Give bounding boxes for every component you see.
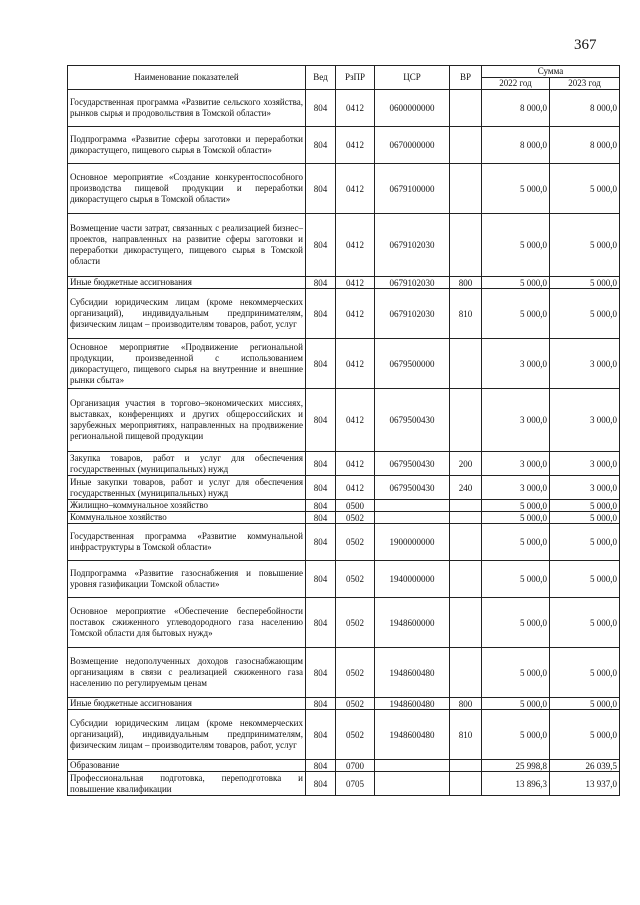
row-rzpr: 0412	[336, 277, 375, 289]
row-vr	[450, 214, 482, 277]
row-amount-2023: 3 000,0	[550, 452, 620, 476]
row-amount-2023: 5 000,0	[550, 512, 620, 524]
header-ved: Вед	[306, 66, 336, 90]
table-row	[68, 710, 620, 760]
row-csr	[375, 772, 450, 796]
row-name: Подпрограмма «Развитие сферы заготовки и переработки дикорастущего, пищевого сырья в Томской области»	[68, 127, 306, 164]
row-name: Профессиональная подготовка, переподготовка и повышение квалификации	[68, 772, 306, 796]
header-csr: ЦСР	[375, 66, 450, 90]
row-csr: 1900000000	[375, 524, 450, 561]
row-ved: 804	[306, 214, 336, 277]
row-rzpr: 0502	[336, 710, 375, 760]
row-vr	[450, 512, 482, 524]
header-year-2023: 2023 год	[550, 78, 620, 90]
row-rzpr: 0412	[336, 127, 375, 164]
row-name: Подпрограмма «Развитие газоснабжения и повышение уровня газификации Томской области»	[68, 561, 306, 598]
row-name: Закупка товаров, работ и услуг для обеспечения государственных (муниципальных) нужд	[68, 452, 306, 476]
row-csr: 0670000000	[375, 127, 450, 164]
row-name: Субсидии юридическим лицам (кроме некоммерческих организаций), индивидуальным предпринимателям, физическим лицам – производителям товаров, работ, услуг	[68, 710, 306, 760]
table-row	[68, 500, 620, 512]
row-amount-2022: 8 000,0	[482, 127, 550, 164]
row-amount-2022: 5 000,0	[482, 598, 550, 648]
header-year-2022: 2022 год	[482, 78, 550, 90]
row-vr	[450, 648, 482, 698]
row-rzpr: 0502	[336, 648, 375, 698]
row-name: Организация участия в торгово–экономических миссиях, выставках, конференциях и других общероссийских и зарубежных мероприятиях, направленных на продвижение региональной пищевой продукции	[68, 389, 306, 452]
row-name: Возмещение части затрат, связанных с реализацией бизнес–проектов, направленных на развитие сферы заготовки и переработки дикорастущего, пищевого сырья в Томской области	[68, 214, 306, 277]
row-amount-2022: 5 000,0	[482, 524, 550, 561]
row-csr: 1948600000	[375, 598, 450, 648]
row-csr: 0679500430	[375, 389, 450, 452]
row-amount-2022: 5 000,0	[482, 648, 550, 698]
row-amount-2022: 3 000,0	[482, 339, 550, 389]
row-amount-2023: 5 000,0	[550, 500, 620, 512]
table-row	[68, 772, 620, 796]
row-amount-2023: 5 000,0	[550, 648, 620, 698]
row-amount-2023: 3 000,0	[550, 476, 620, 500]
row-vr	[450, 127, 482, 164]
table-row	[68, 127, 620, 164]
row-name: Иные бюджетные ассигнования	[68, 698, 306, 710]
row-name: Субсидии юридическим лицам (кроме некоммерческих организаций), индивидуальным предпринимателям, физическим лицам – производителям товаров, работ, услуг	[68, 289, 306, 339]
row-amount-2022: 5 000,0	[482, 512, 550, 524]
row-amount-2023: 3 000,0	[550, 339, 620, 389]
header-rzpr: РзПР	[336, 66, 375, 90]
row-amount-2022: 3 000,0	[482, 452, 550, 476]
header-name: Наименование показателей	[68, 66, 306, 90]
row-vr	[450, 772, 482, 796]
row-amount-2022: 8 000,0	[482, 90, 550, 127]
row-csr: 1948600480	[375, 710, 450, 760]
row-vr: 800	[450, 277, 482, 289]
row-rzpr: 0502	[336, 698, 375, 710]
row-csr: 0679102030	[375, 277, 450, 289]
row-amount-2022: 3 000,0	[482, 476, 550, 500]
row-ved: 804	[306, 500, 336, 512]
row-name: Иные бюджетные ассигнования	[68, 277, 306, 289]
row-csr: 1948600480	[375, 698, 450, 710]
row-vr: 800	[450, 698, 482, 710]
row-amount-2023: 5 000,0	[550, 561, 620, 598]
row-rzpr: 0502	[336, 512, 375, 524]
row-rzpr: 0412	[336, 339, 375, 389]
table-row	[68, 289, 620, 339]
row-vr: 810	[450, 710, 482, 760]
row-amount-2022: 3 000,0	[482, 389, 550, 452]
row-csr	[375, 760, 450, 772]
row-amount-2023: 3 000,0	[550, 389, 620, 452]
row-name: Основное мероприятие «Продвижение региональной продукции, произведенной с использованием дикорастущего, пищевого сырья на внутренние и внешние рынки сбыта»	[68, 339, 306, 389]
row-vr: 240	[450, 476, 482, 500]
row-ved: 804	[306, 476, 336, 500]
row-csr	[375, 512, 450, 524]
row-csr	[375, 500, 450, 512]
row-ved: 804	[306, 648, 336, 698]
row-ved: 804	[306, 598, 336, 648]
row-amount-2023: 5 000,0	[550, 164, 620, 214]
table-row	[68, 476, 620, 500]
row-vr	[450, 339, 482, 389]
row-ved: 804	[306, 698, 336, 710]
row-name: Жилищно–коммунальное хозяйство	[68, 500, 306, 512]
table-row	[68, 452, 620, 476]
row-rzpr: 0412	[336, 476, 375, 500]
row-name: Иные закупки товаров, работ и услуг для обеспечения государственных (муниципальных) нужд	[68, 476, 306, 500]
row-ved: 804	[306, 524, 336, 561]
row-amount-2022: 5 000,0	[482, 561, 550, 598]
row-csr: 0600000000	[375, 90, 450, 127]
row-name: Государственная программа «Развитие коммунальной инфраструктуры в Томской области»	[68, 524, 306, 561]
table-row	[68, 512, 620, 524]
row-amount-2022: 5 000,0	[482, 289, 550, 339]
row-csr: 0679102030	[375, 289, 450, 339]
budget-table	[67, 65, 620, 796]
row-vr	[450, 760, 482, 772]
row-name: Основное мероприятие «Создание конкурентоспособного производства пищевой продукции и переработки дикорастущего сырья в Томской области»	[68, 164, 306, 214]
row-amount-2023: 26 039,5	[550, 760, 620, 772]
row-vr	[450, 598, 482, 648]
row-csr: 1940000000	[375, 561, 450, 598]
row-amount-2023: 5 000,0	[550, 698, 620, 710]
row-csr: 0679500000	[375, 339, 450, 389]
row-ved: 804	[306, 277, 336, 289]
row-amount-2022: 5 000,0	[482, 710, 550, 760]
row-rzpr: 0502	[336, 524, 375, 561]
table-row	[68, 90, 620, 127]
table-row	[68, 698, 620, 710]
row-ved: 804	[306, 389, 336, 452]
row-vr: 810	[450, 289, 482, 339]
row-rzpr: 0412	[336, 214, 375, 277]
row-ved: 804	[306, 289, 336, 339]
row-vr	[450, 389, 482, 452]
row-amount-2022: 13 896,3	[482, 772, 550, 796]
row-vr	[450, 561, 482, 598]
row-name: Возмещение недополученных доходов газоснабжающим организациям в связи с реализацией сжиженного газа населению по регулируемым ценам	[68, 648, 306, 698]
row-csr: 1948600480	[375, 648, 450, 698]
row-csr: 0679100000	[375, 164, 450, 214]
row-amount-2023: 5 000,0	[550, 289, 620, 339]
row-rzpr: 0412	[336, 389, 375, 452]
row-rzpr: 0412	[336, 452, 375, 476]
row-vr	[450, 524, 482, 561]
row-rzpr: 0502	[336, 598, 375, 648]
row-amount-2023: 8 000,0	[550, 127, 620, 164]
row-rzpr: 0412	[336, 90, 375, 127]
table-row	[68, 760, 620, 772]
row-amount-2022: 5 000,0	[482, 698, 550, 710]
row-vr	[450, 90, 482, 127]
row-amount-2023: 5 000,0	[550, 710, 620, 760]
table-row	[68, 524, 620, 561]
table-row	[68, 561, 620, 598]
row-ved: 804	[306, 512, 336, 524]
header-sum: Сумма	[482, 66, 620, 78]
page-number: 367	[574, 37, 597, 53]
row-name: Коммунальное хозяйство	[68, 512, 306, 524]
row-ved: 804	[306, 90, 336, 127]
row-vr: 200	[450, 452, 482, 476]
table-row	[68, 277, 620, 289]
row-rzpr: 0412	[336, 289, 375, 339]
row-amount-2023: 5 000,0	[550, 598, 620, 648]
table-row	[68, 214, 620, 277]
row-amount-2023: 5 000,0	[550, 277, 620, 289]
row-ved: 804	[306, 164, 336, 214]
row-amount-2022: 5 000,0	[482, 214, 550, 277]
row-amount-2023: 13 937,0	[550, 772, 620, 796]
row-amount-2023: 5 000,0	[550, 214, 620, 277]
row-ved: 804	[306, 561, 336, 598]
row-ved: 804	[306, 772, 336, 796]
row-amount-2023: 8 000,0	[550, 90, 620, 127]
row-ved: 804	[306, 710, 336, 760]
row-vr	[450, 164, 482, 214]
row-csr: 0679500430	[375, 476, 450, 500]
row-amount-2022: 5 000,0	[482, 277, 550, 289]
row-amount-2022: 25 998,8	[482, 760, 550, 772]
row-vr	[450, 500, 482, 512]
table-row	[68, 164, 620, 214]
row-amount-2022: 5 000,0	[482, 164, 550, 214]
table-row	[68, 598, 620, 648]
table-row	[68, 339, 620, 389]
table-row	[68, 648, 620, 698]
table-row	[68, 389, 620, 452]
header-vr: ВР	[450, 66, 482, 90]
row-rzpr: 0412	[336, 164, 375, 214]
row-name: Образование	[68, 760, 306, 772]
row-name: Государственная программа «Развитие сельского хозяйства, рынков сырья и продовольствия в Томской области»	[68, 90, 306, 127]
row-rzpr: 0700	[336, 760, 375, 772]
row-csr: 0679500430	[375, 452, 450, 476]
row-name: Основное мероприятие «Обеспечение бесперебойности поставок сжиженного углеводородного газа населению Томской области для бытовых нужд»	[68, 598, 306, 648]
table-body	[68, 90, 620, 796]
row-rzpr: 0500	[336, 500, 375, 512]
row-ved: 804	[306, 339, 336, 389]
row-ved: 804	[306, 127, 336, 164]
row-csr: 0679102030	[375, 214, 450, 277]
row-ved: 804	[306, 452, 336, 476]
row-rzpr: 0502	[336, 561, 375, 598]
row-amount-2022: 5 000,0	[482, 500, 550, 512]
row-rzpr: 0705	[336, 772, 375, 796]
row-ved: 804	[306, 760, 336, 772]
row-amount-2023: 5 000,0	[550, 524, 620, 561]
